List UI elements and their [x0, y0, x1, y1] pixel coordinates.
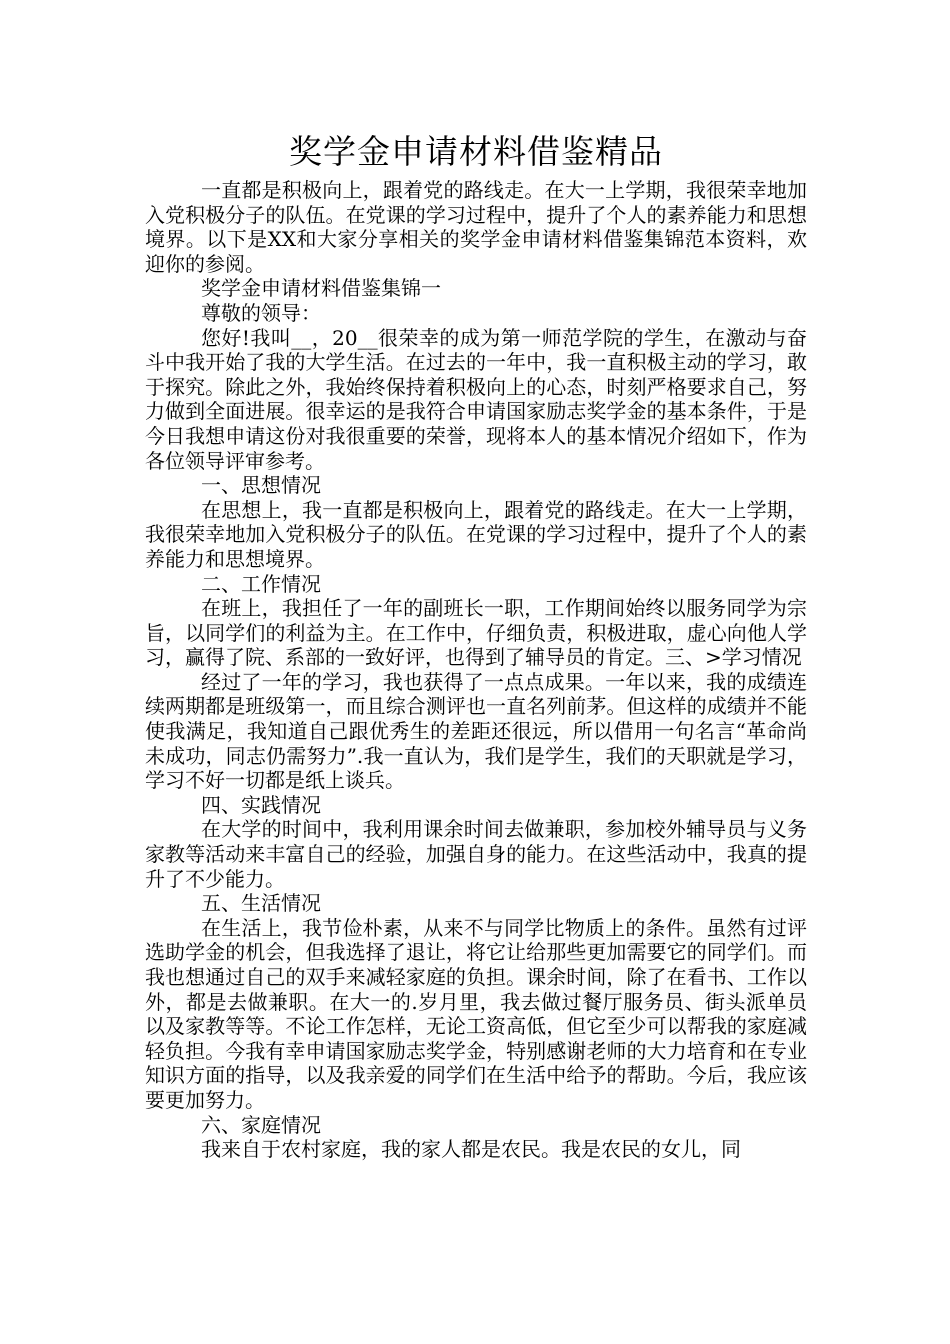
salutation: 尊敬的领导： [201, 300, 321, 325]
intro-paragraph: 一直都是积极向上，跟着党的路线走。在大一上学期，我很荣幸地加入党积极分子的队伍。在党课的学习过程中，提升了个人的素养能力和思想境界。以下是XX和大家分享相关的奖学金申请材料借鉴集锦范本资料，欢迎你的参阅。 [145, 178, 807, 276]
section-heading-family: 六、家庭情况 [201, 1112, 321, 1137]
section-heading-thought: 一、思想情况 [201, 473, 321, 498]
section-heading-work: 二、工作情况 [201, 571, 321, 596]
practice-paragraph: 在大学的时间中，我利用课余时间去做兼职，参加校外辅导员与义务家教等活动来丰富自己的经验，加强自身的能力。在这些活动中，我真的提升了不少能力。 [145, 817, 807, 891]
section-heading-collection-one: 奖学金申请材料借鉴集锦一 [201, 276, 441, 301]
family-paragraph: 我来自于农村家庭，我的家人都是农民。我是农民的女儿，同 [201, 1137, 741, 1162]
thought-paragraph: 在思想上，我一直都是积极向上，跟着党的路线走。在大一上学期，我很荣幸地加入党积极分子的队伍。在党课的学习过程中，提升了个人的素养能力和思想境界。 [145, 497, 807, 571]
work-paragraph: 在班上，我担任了一年的副班长一职，工作期间始终以服务同学为宗旨，以同学们的利益为主。在工作中，仔细负责，积极进取，虚心向他人学习，赢得了院、系部的一致好评，也得到了辅导员的肯定。三、>学习情况 [145, 596, 807, 670]
document-page [145, 128, 807, 1162]
study-paragraph: 经过了一年的学习，我也获得了一点点成果。一年以来，我的成绩连续两期都是班级第一，而且综合测评也一直名列前茅。但这样的成绩并不能使我满足，我知道自己跟优秀生的差距还很远，所以借用一句名言“革命尚未成功，同志仍需努力”.我一直认为，我们是学生，我们的天职就是学习，学习不好一切都是纸上谈兵。 [145, 669, 807, 793]
section-heading-life: 五、生活情况 [201, 891, 321, 916]
greeting-paragraph: 您好!我叫__，20__很荣幸的成为第一师范学院的学生，在激动与奋斗中我开始了我的大学生活。在过去的一年中，我一直积极主动的学习，敢于探究。除此之外，我始终保持着积极向上的心态，时刻严格要求自己，努力做到全面进展。很幸运的是我符合申请国家励志奖学金的基本条件，于是今日我想申请这份对我很重要的荣誉，现将本人的基本情况介绍如下，作为各位领导评审参考。 [145, 325, 807, 473]
document-title: 奖学金申请材料借鉴精品 [289, 132, 663, 171]
life-paragraph: 在生活上，我节俭朴素，从来不与同学比物质上的条件。虽然有过评选助学金的机会，但我选择了退让，将它让给那些更加需要它的同学们。而我也想通过自己的双手来减轻家庭的负担。课余时间，除了在看书、工作以外，都是去做兼职。在大一的.岁月里，我去做过餐厅服务员、街头派单员以及家教等等。不论工作怎样，无论工资高低，但它至少可以帮我的家庭减轻负担。今我有幸申请国家励志奖学金，特别感谢老师的大力培育和在专业知识方面的指导，以及我亲爱的同学们在生活中给予的帮助。今后，我应该要更加努力。 [145, 915, 807, 1112]
section-heading-practice: 四、实践情况 [201, 792, 321, 817]
